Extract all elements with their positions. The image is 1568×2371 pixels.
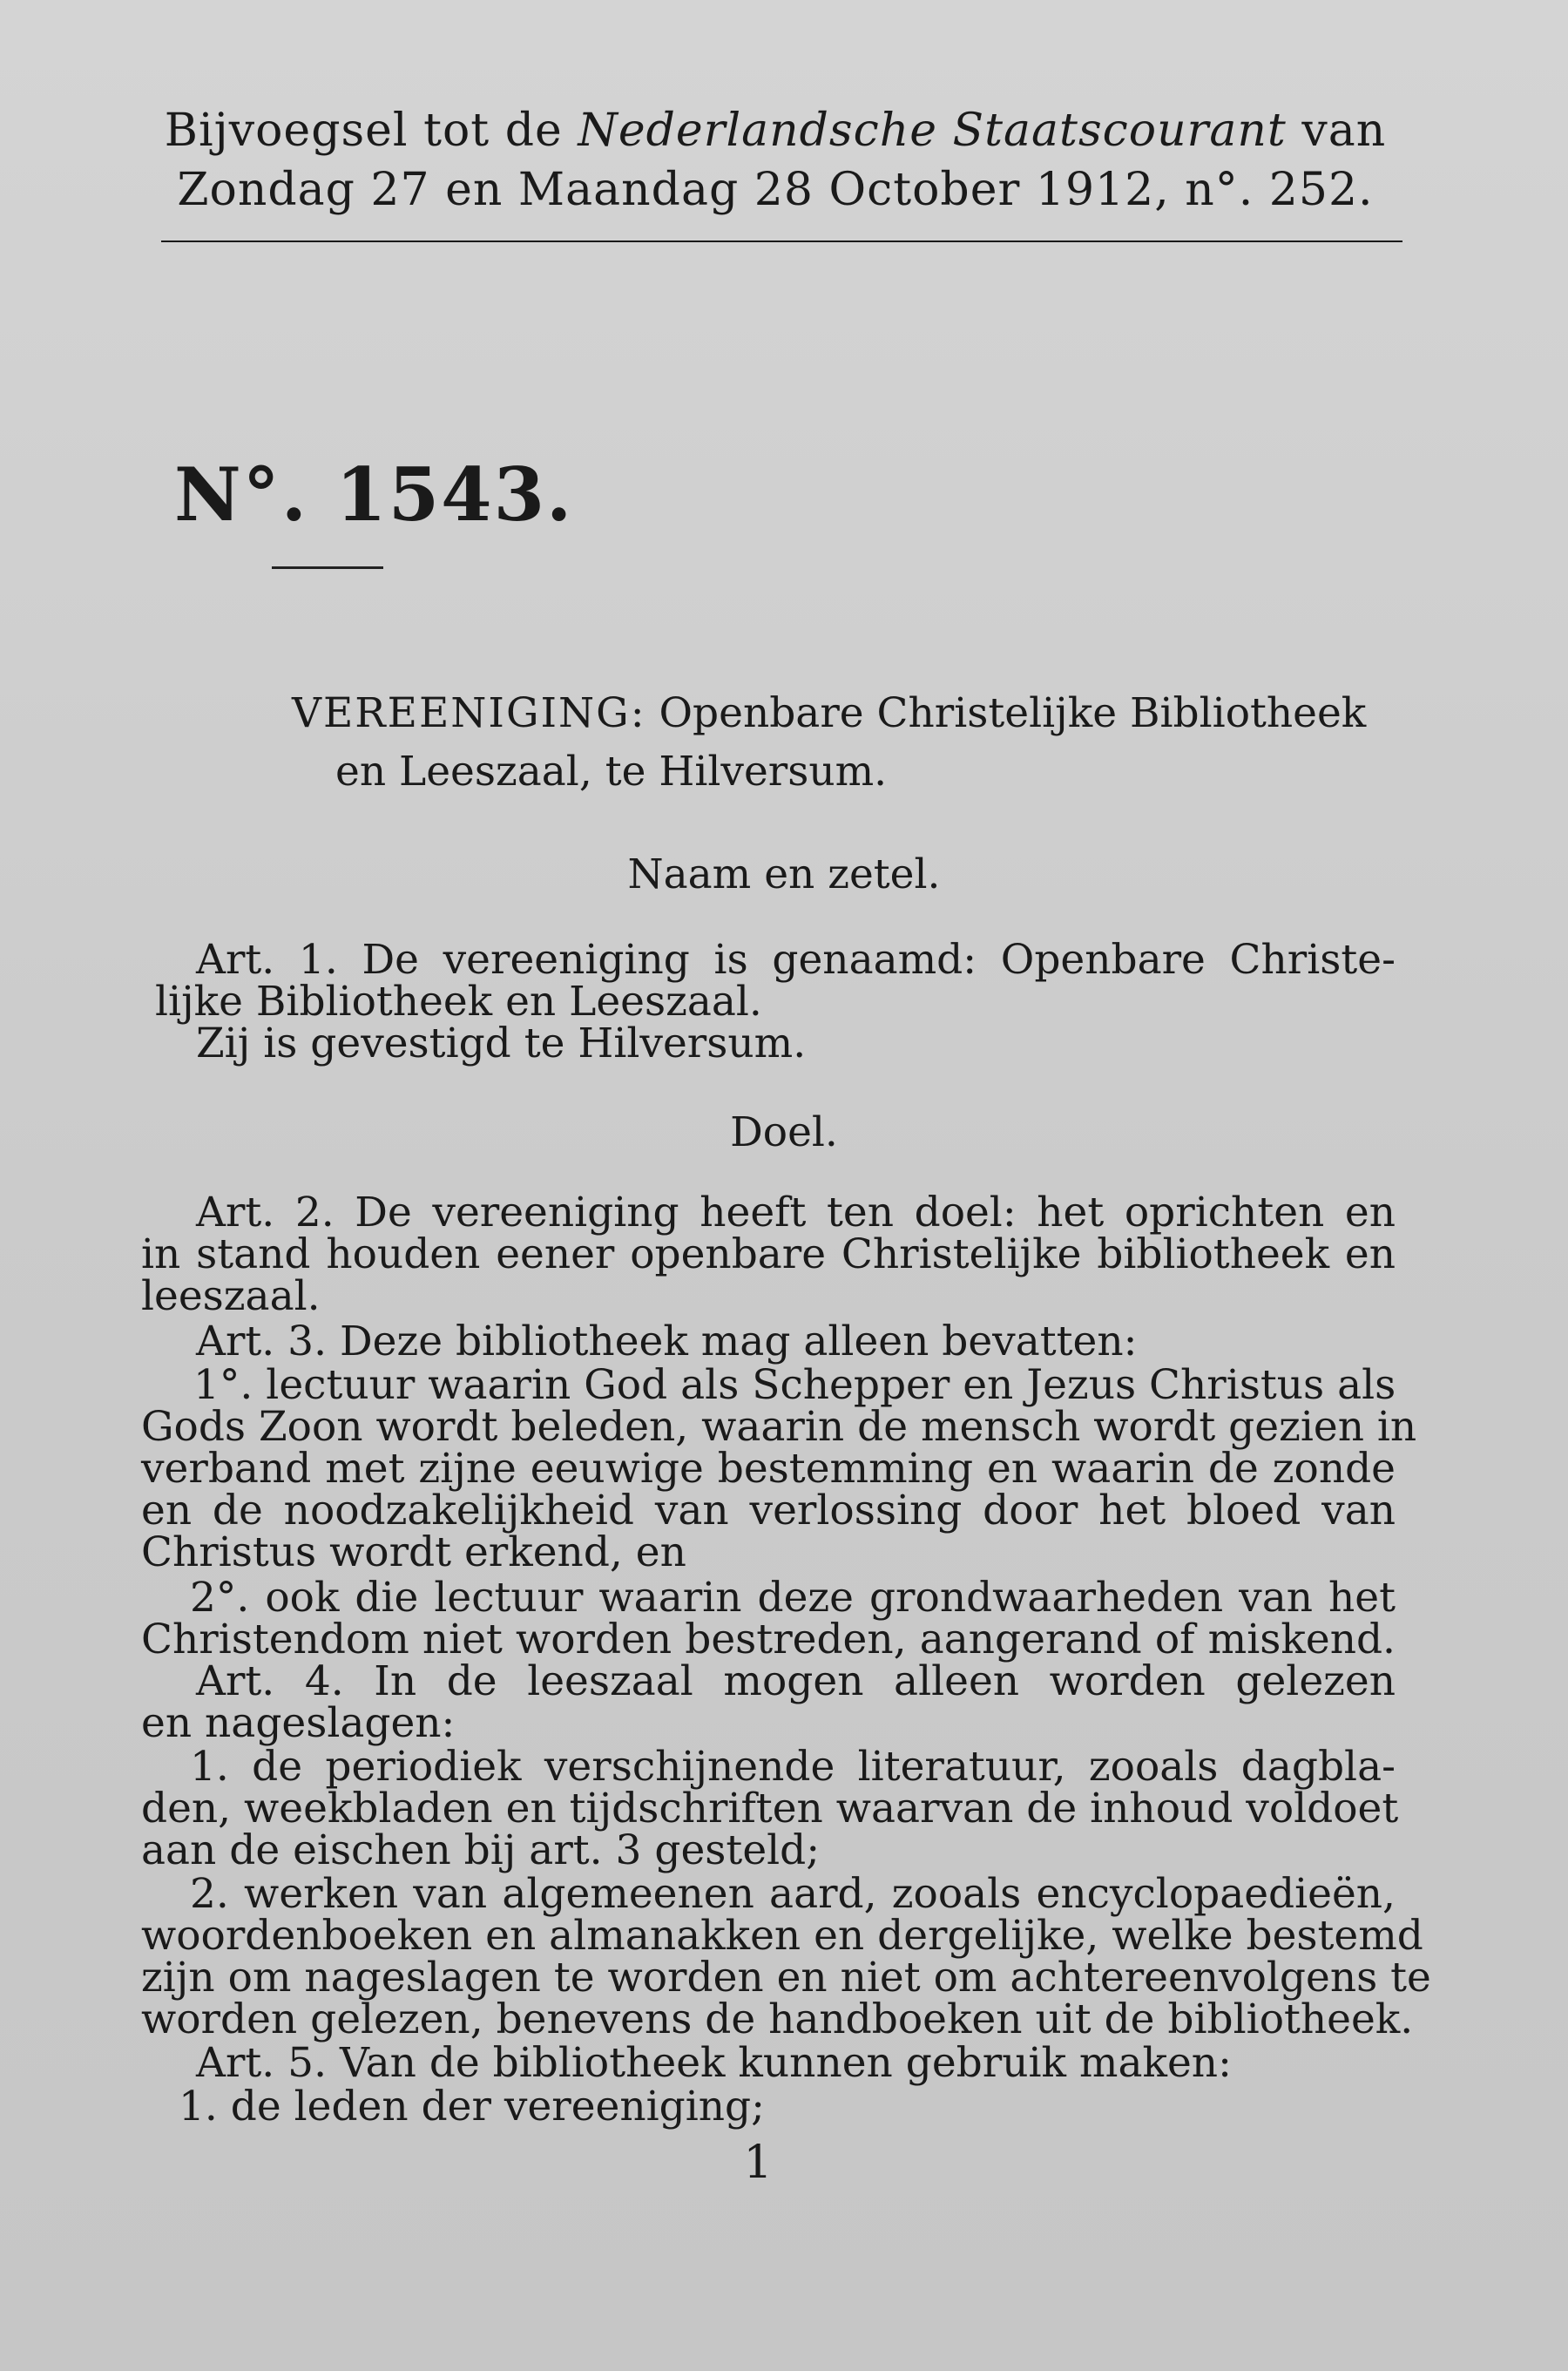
art4-line-3: 1. de periodiek verschijnende literatuur, zooals dagbla- <box>190 1743 1396 1791</box>
art1-line-3: Zij is gevestigd te Hilversum. <box>196 1020 807 1067</box>
art3-line-4: verband met zijne eeuwige bestemming en waarin de zonde <box>141 1445 1396 1493</box>
number-divider <box>272 566 383 569</box>
art4-line-4: den, weekbladen en tijdschriften waarvan de inhoud voldoet <box>141 1785 1399 1832</box>
title-line-2: en Leeszaal, te Hilversum. <box>335 748 888 796</box>
title-rest: Openbare Christelijke Bibliotheek <box>645 689 1367 737</box>
newspaper-title: Nederlandsche Staatscourant <box>578 105 1287 157</box>
header-prefix: Bijvoegsel tot de <box>164 105 578 157</box>
art4-line-2: en nageslagen: <box>141 1699 456 1747</box>
art2-line-3: leeszaal. <box>141 1272 321 1320</box>
art3-line-1: Art. 3. Deze bibliotheek mag alleen bevatten: <box>196 1318 1138 1365</box>
art1-line-1: Art. 1. De vereeniging is genaamd: Openbare Christe- <box>196 936 1396 984</box>
art3-line-3: Gods Zoon wordt beleden, waarin de mensch wordt gezien in <box>141 1403 1417 1451</box>
section-heading-naam: Naam en zetel. <box>627 850 941 898</box>
art4-line-1: Art. 4. In de leeszaal mogen alleen worden gelezen <box>196 1657 1396 1705</box>
header-line-2: Zondag 27 en Maandag 28 October 1912, n°. 252. <box>177 164 1374 216</box>
section-heading-doel: Doel. <box>730 1108 838 1156</box>
header-line-1 <box>157 105 1394 157</box>
art4-line-8: zijn om nageslagen te worden en niet om achtereenvolgens te <box>141 1954 1431 2002</box>
title-line-1 <box>292 689 1367 737</box>
art5-line-1: Art. 5. Van de bibliotheek kunnen gebruik maken: <box>196 2039 1232 2087</box>
art3-line-5: en de noodzakelijkheid van verlossing door het bloed van <box>141 1487 1396 1534</box>
art3-line-2: 1°. lectuur waarin God als Schepper en Jezus Christus als <box>193 1361 1396 1409</box>
page-number: 1 <box>743 2137 773 2189</box>
document-number: N°. 1543. <box>174 451 574 538</box>
title-label: VEREENIGING: <box>292 689 646 737</box>
art2-line-2: in stand houden eener openbare Christelijke bibliotheek en <box>141 1230 1396 1278</box>
art5-line-2: 1. de leden der vereeniging; <box>179 2083 765 2131</box>
art4-line-5: aan de eischen bij art. 3 gesteld; <box>141 1826 821 1874</box>
art4-line-9: worden gelezen, benevens de handboeken uit de bibliotheek. <box>141 1995 1414 2043</box>
art4-line-7: woordenboeken en almanakken en dergelijke, welke bestemd <box>141 1912 1423 1960</box>
art1-line-2: lijke Bibliotheek en Leeszaal. <box>155 978 762 1026</box>
art3-line-8: Christendom niet worden bestreden, aangerand of miskend. <box>141 1616 1396 1663</box>
art2-line-1: Art. 2. De vereeniging heeft ten doel: het oprichten en <box>196 1189 1396 1236</box>
header-divider <box>161 240 1402 242</box>
art3-line-6: Christus wordt erkend, en <box>141 1528 686 1576</box>
art3-line-7: 2°. ook die lectuur waarin deze grondwaarheden van het <box>190 1574 1396 1622</box>
art4-line-6: 2. werken van algemeenen aard, zooals encyclopaedieën, <box>190 1870 1396 1918</box>
header-suffix: van <box>1286 105 1387 157</box>
